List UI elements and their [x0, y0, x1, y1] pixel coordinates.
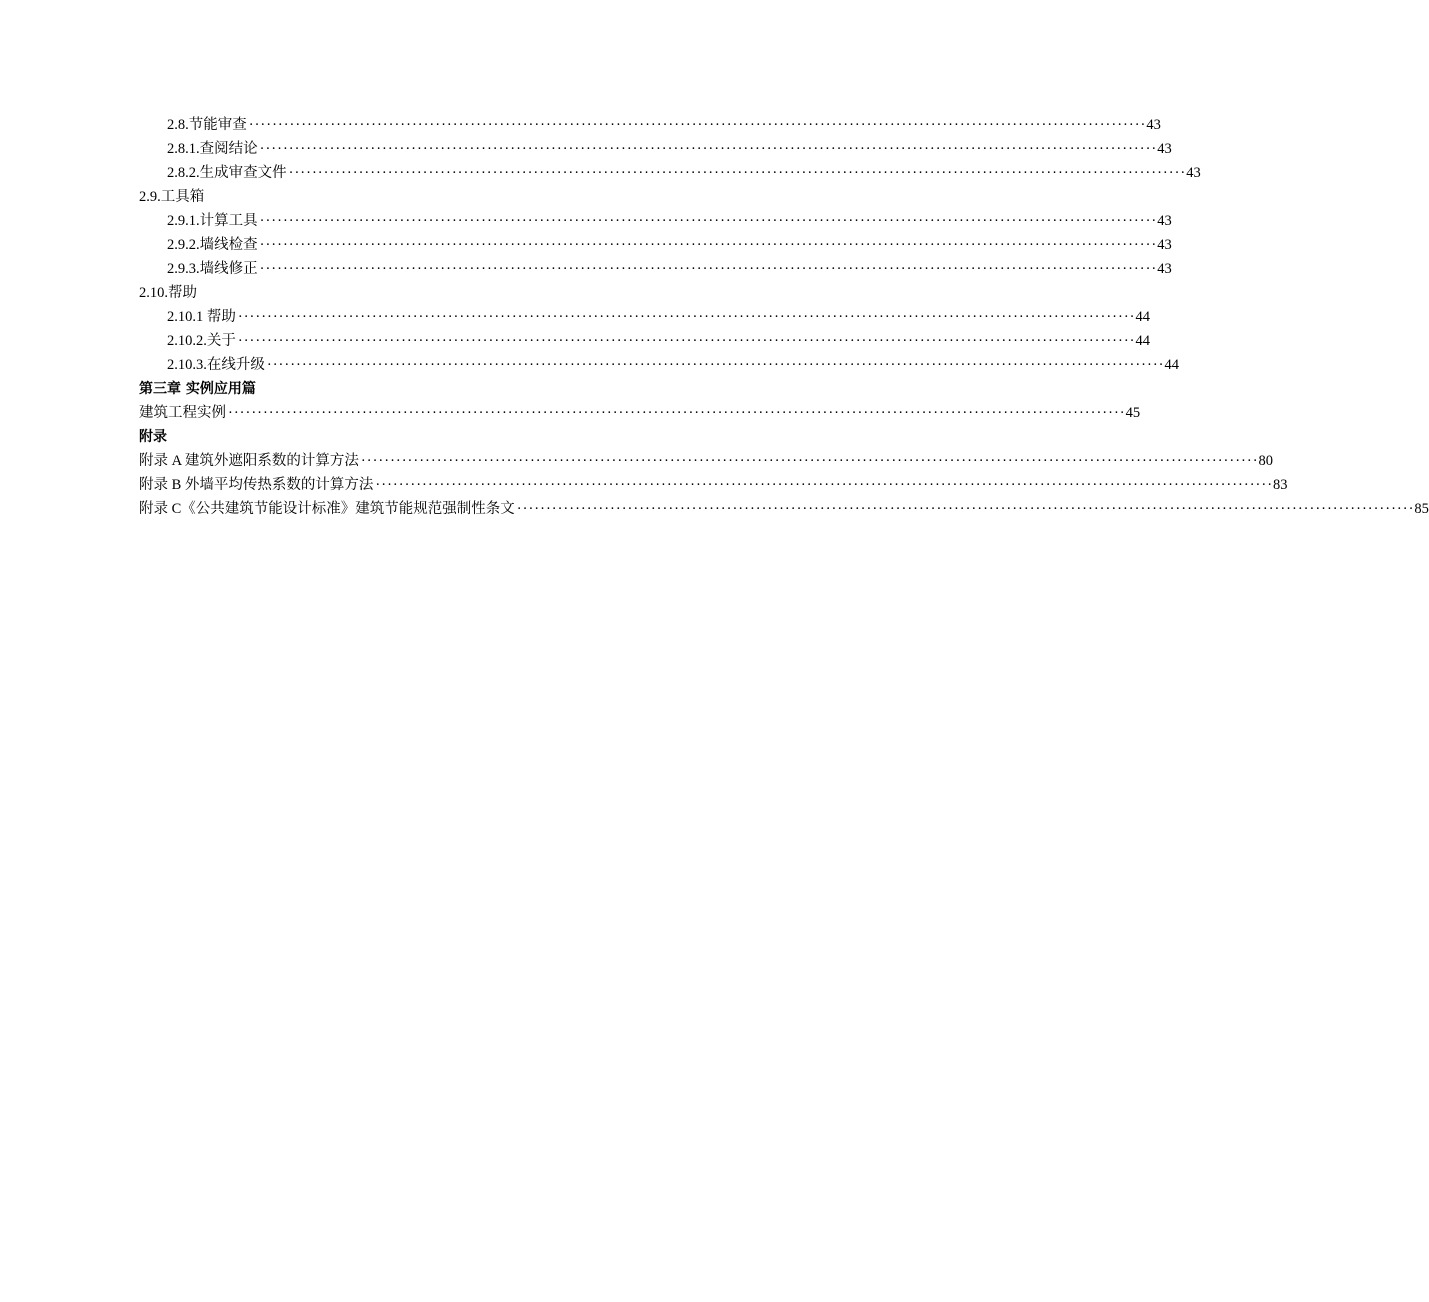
toc-entry-label: 2.9.2.墙线检查	[167, 237, 258, 253]
toc-page-number: 43	[1157, 213, 1172, 229]
dot-leader: ··························································································································································	[237, 333, 1136, 349]
toc-section-label: 2.10.帮助	[139, 285, 197, 301]
toc-page-number: 43	[1186, 165, 1201, 181]
toc-entry-label: 附录 B 外墙平均传热系数的计算方法	[139, 477, 374, 493]
toc-page-number: 43	[1157, 237, 1172, 253]
toc-entry-label: 建筑工程实例	[139, 405, 226, 421]
table-of-contents	[139, 113, 1429, 521]
toc-entry-2-9-1[interactable]	[139, 209, 1172, 233]
toc-entry-2-10-3[interactable]	[139, 353, 1179, 377]
toc-appendix-heading[interactable]	[139, 425, 779, 449]
toc-page-number: 80	[1258, 453, 1274, 469]
toc-page-number: 44	[1135, 309, 1150, 325]
toc-entry-appendix-c[interactable]	[139, 497, 1429, 521]
dot-leader: ··························································································································································	[248, 117, 1147, 133]
toc-chapter-label: 附录	[139, 429, 167, 445]
dot-leader: ··························································································································································	[237, 309, 1136, 325]
dot-leader: ··························································································································································	[288, 165, 1187, 181]
toc-entry-appendix-b[interactable]	[139, 473, 1288, 497]
dot-leader: ··························································································································································	[259, 261, 1158, 277]
toc-entry-label: 2.9.1.计算工具	[167, 213, 258, 229]
toc-entry-2-8-2[interactable]	[139, 161, 1201, 185]
toc-entry-label: 2.10.1 帮助	[167, 309, 236, 325]
toc-entry-2-8-1[interactable]	[139, 137, 1172, 161]
toc-entry-2-9-3[interactable]	[139, 257, 1172, 281]
toc-entry-label: 2.10.3.在线升级	[167, 357, 265, 373]
dot-leader: ··························································································································································	[360, 453, 1259, 469]
toc-entry-appendix-a[interactable]	[139, 449, 1274, 473]
dot-leader: ··························································································································································	[259, 237, 1158, 253]
toc-entry-label: 2.8.节能审查	[167, 117, 247, 133]
toc-entry-2-8[interactable]	[139, 113, 1161, 137]
toc-chapter-label: 第三章 实例应用篇	[139, 381, 256, 397]
toc-section-2-10[interactable]	[139, 281, 779, 305]
dot-leader: ··························································································································································	[375, 477, 1274, 493]
toc-entry-label: 2.8.1.查阅结论	[167, 141, 258, 157]
toc-page-number: 43	[1146, 117, 1161, 133]
toc-section-label: 2.9.工具箱	[139, 189, 205, 205]
toc-page-number: 45	[1125, 405, 1141, 421]
toc-chapter-3[interactable]	[139, 377, 779, 401]
toc-entry-label: 2.8.2.生成审查文件	[167, 165, 287, 181]
toc-entry-2-10-2[interactable]	[139, 329, 1150, 353]
dot-leader: ··························································································································································	[228, 405, 1126, 421]
toc-page-number: 85	[1414, 501, 1429, 517]
toc-page-number: 44	[1164, 357, 1179, 373]
toc-entry-label: 2.10.2.关于	[167, 333, 236, 349]
dot-leader: ··························································································································································	[516, 501, 1415, 517]
dot-leader: ··························································································································································	[259, 141, 1158, 157]
toc-page-number: 83	[1273, 477, 1288, 493]
toc-page-number: 43	[1157, 141, 1172, 157]
toc-entry-building-example[interactable]	[139, 401, 1141, 425]
toc-entry-label: 2.9.3.墙线修正	[167, 261, 258, 277]
toc-entry-label: 附录 C《公共建筑节能设计标准》建筑节能规范强制性条文	[139, 501, 515, 517]
toc-page-number: 44	[1135, 333, 1150, 349]
dot-leader: ··························································································································································	[259, 213, 1158, 229]
toc-section-2-9[interactable]	[139, 185, 779, 209]
toc-entry-2-10-1[interactable]	[139, 305, 1150, 329]
dot-leader: ··························································································································································	[266, 357, 1165, 373]
toc-entry-2-9-2[interactable]	[139, 233, 1172, 257]
toc-page-number: 43	[1157, 261, 1172, 277]
toc-entry-label: 附录 A 建筑外遮阳系数的计算方法	[139, 453, 359, 469]
